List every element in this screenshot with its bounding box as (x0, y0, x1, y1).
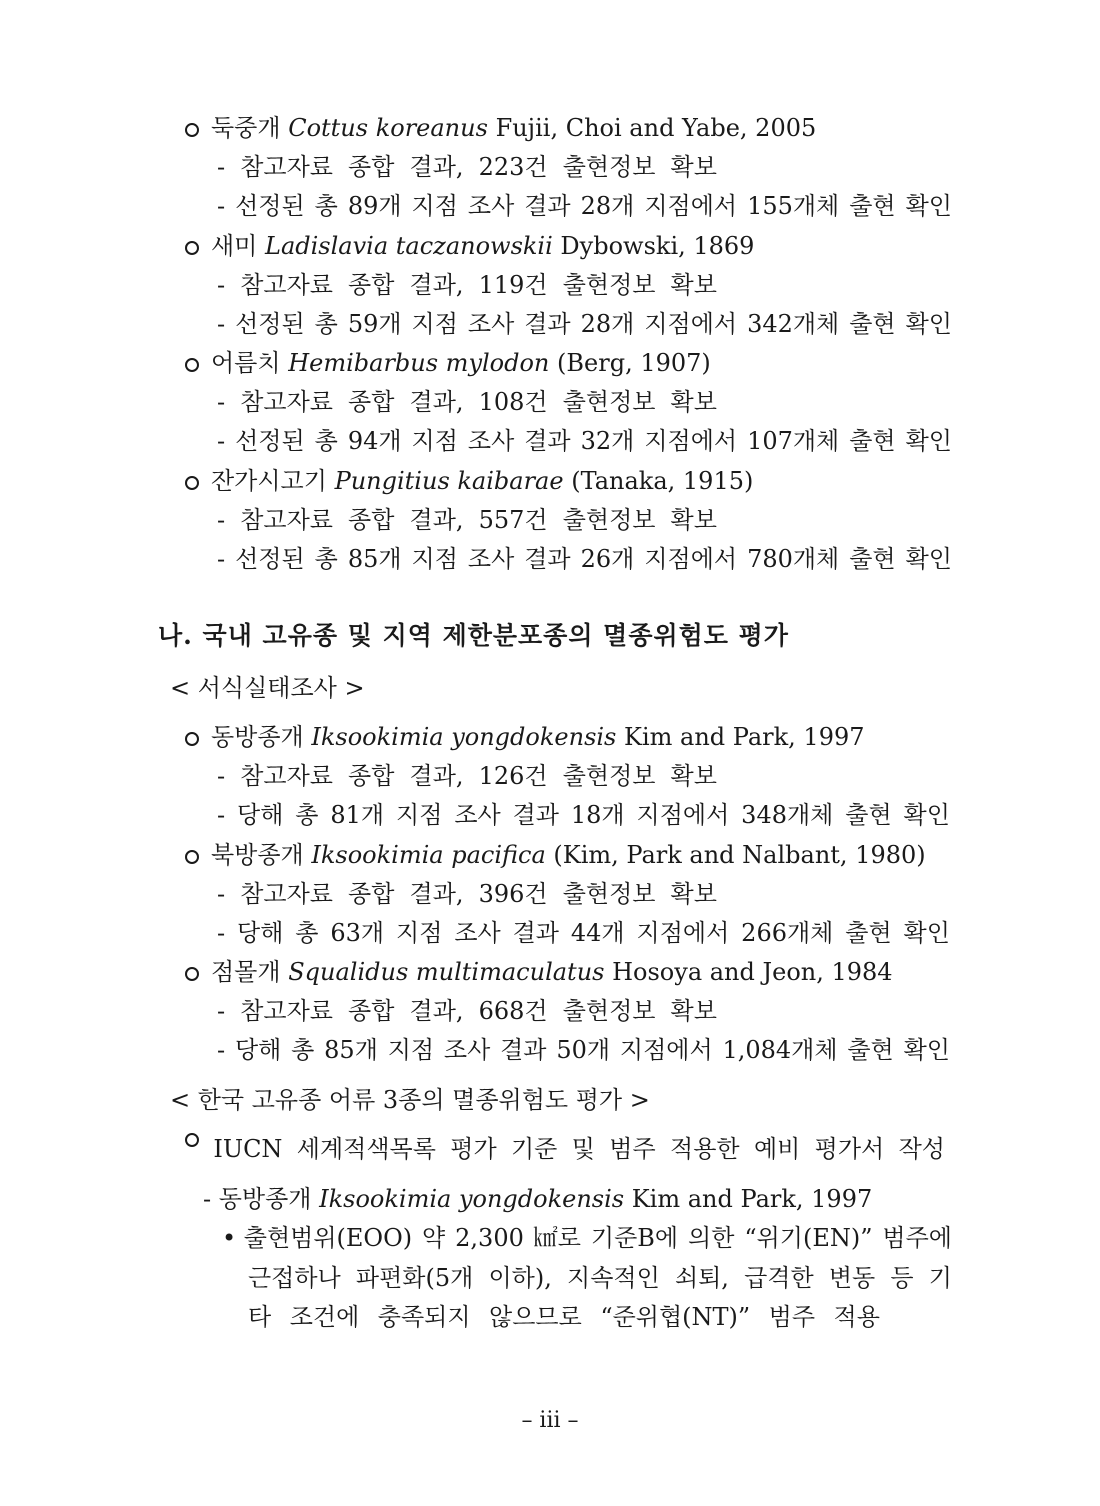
word: - (217, 762, 226, 790)
species-heading (185, 721, 945, 753)
word: 780개체 (747, 544, 840, 573)
species-heading (185, 956, 945, 988)
species-heading (185, 839, 945, 871)
species-author: Hosoya and Jeon, 1984 (612, 958, 893, 986)
word: 확인 (905, 309, 952, 338)
word: 당해 (237, 918, 284, 947)
word: 확보 (670, 879, 717, 908)
word: 18개 (570, 801, 625, 829)
circle-bullet-icon (185, 241, 199, 255)
word: 종합 (348, 762, 395, 790)
species-korean-name: 점몰개 (211, 958, 281, 986)
word: 119건 (478, 270, 548, 299)
assessment-line (222, 1222, 952, 1254)
species-scientific-name: Iksookimia yongdokensis (311, 723, 617, 751)
word: 총 (314, 544, 338, 573)
word: 85개 (347, 544, 402, 573)
word: 63개 (330, 918, 385, 947)
word: 선정된 (235, 427, 305, 455)
word: 파편화(5개 (355, 1264, 474, 1292)
word: 107개체 (747, 427, 840, 455)
word: 59개 (347, 309, 402, 338)
word: 참고자료 (240, 505, 333, 534)
word: - (217, 309, 226, 338)
word: 종합 (348, 388, 395, 416)
word: 결과, (409, 505, 464, 534)
circle-bullet-icon (185, 123, 199, 137)
word: 참고자료 (240, 762, 333, 790)
word: 변동 (828, 1264, 876, 1292)
word: 지점에서 (644, 309, 738, 338)
circle-bullet-icon (185, 358, 199, 372)
page-number: – iii – (521, 1408, 579, 1433)
species-scientific-name: Ladislavia taczanowskii (265, 231, 553, 260)
survey-line (217, 308, 952, 340)
survey-line (217, 190, 952, 222)
word: 44개 (570, 918, 625, 947)
word: 종합 (348, 153, 395, 181)
word: 결과, (409, 879, 464, 908)
word: 2,300 (455, 1224, 524, 1252)
word: 참고자료 (240, 153, 333, 181)
species-heading (185, 465, 945, 497)
word: 지점 (396, 801, 443, 829)
word: - (217, 918, 226, 947)
word: 지점 (411, 544, 458, 573)
word: 출현정보 (562, 153, 656, 181)
word: 당해 (237, 801, 284, 829)
survey-line (217, 543, 952, 575)
word: 557건 (478, 505, 548, 534)
word: - (217, 1036, 226, 1064)
word: 출현 (849, 427, 896, 455)
word: 396건 (478, 879, 548, 908)
reference-line (217, 504, 717, 536)
word: 의한 (688, 1224, 735, 1252)
word: 지점 (387, 1036, 435, 1064)
word: 확인 (903, 1036, 950, 1064)
word: 108건 (478, 388, 548, 416)
word: 선정된 (235, 192, 305, 220)
word: 참고자료 (240, 388, 333, 416)
word: 범주에 (882, 1224, 952, 1252)
word: 26개 (580, 544, 635, 573)
word: 조사 (454, 801, 501, 829)
species-heading (185, 347, 945, 379)
word: 종합 (348, 270, 395, 299)
word: 확보 (670, 762, 717, 790)
word: 조사 (443, 1036, 491, 1064)
word: 결과, (409, 153, 464, 181)
word: 결과, (409, 997, 464, 1025)
section-heading: 나. 국내 고유종 및 지역 제한분포종의 멸종위험도 평가 (158, 621, 789, 650)
word: 총 (314, 427, 338, 455)
word: 확보 (670, 997, 717, 1025)
species-author: Fujii, Choi and Yabe, 2005 (495, 114, 817, 142)
word: 지점에서 (644, 192, 738, 220)
reference-line (217, 269, 717, 301)
word: 결과, (409, 270, 464, 299)
word: IUCN (213, 1135, 283, 1163)
word: 266개체 (741, 918, 834, 947)
word: 확인 (903, 801, 950, 829)
word: 작성 (898, 1135, 945, 1163)
word: 94개 (347, 427, 402, 455)
word: 않으므로 (489, 1303, 582, 1331)
word: 조사 (467, 427, 515, 455)
word: 등 (890, 1264, 914, 1292)
word: 결과 (524, 544, 571, 573)
assessment-line (248, 1301, 880, 1333)
word: 지점에서 (636, 918, 730, 947)
reference-line (217, 760, 717, 792)
species-scientific-name: Hemibarbus mylodon (288, 349, 550, 377)
word: 약 (422, 1224, 446, 1252)
word: - (217, 801, 226, 829)
assessment-species-line (203, 1183, 872, 1215)
word: 총 (314, 192, 338, 220)
word: 지점 (411, 427, 458, 455)
word: 348개체 (741, 801, 834, 829)
word: 확인 (905, 544, 952, 573)
word: 28개 (580, 309, 635, 338)
word: - (217, 879, 226, 908)
word: 출현정보 (562, 270, 656, 299)
word: 확보 (670, 270, 717, 299)
word: 지점에서 (636, 801, 730, 829)
survey-line (217, 917, 950, 949)
word: - (217, 544, 226, 573)
word: 급격한 (744, 1264, 814, 1292)
word: 조사 (467, 192, 515, 220)
word: 선정된 (235, 544, 305, 573)
word: “위기(EN)” (744, 1224, 873, 1252)
word: 총 (295, 801, 319, 829)
word: 50개 (556, 1036, 611, 1064)
circle-bullet-icon (185, 967, 199, 981)
survey-line (217, 799, 950, 831)
word: 85개 (324, 1036, 378, 1064)
word: 평가 (450, 1135, 497, 1163)
circle-bullet-icon (185, 850, 199, 864)
reference-line (217, 151, 717, 183)
word: 적용 (833, 1303, 880, 1331)
word: 세계적색목록 (296, 1135, 436, 1163)
word: 81개 (330, 801, 385, 829)
word: 근접하나 (248, 1264, 341, 1292)
word: • 출현범위(EOO) (222, 1224, 413, 1252)
subsection-heading-2: < 한국 고유종 어류 3종의 멸종위험도 평가 > (170, 1086, 650, 1114)
word: 평가서 (814, 1135, 885, 1163)
word: 이하), (488, 1264, 552, 1292)
assessment-line (248, 1262, 952, 1294)
species-scientific-name: Iksookimia pacifica (311, 840, 546, 869)
word: 타 (248, 1303, 272, 1331)
species-scientific-name: Squalidus multimaculatus (288, 958, 605, 986)
word: 결과, (409, 762, 464, 790)
assessment-species-korean: - 동방종개 (203, 1185, 312, 1213)
word: 기준 (511, 1135, 558, 1163)
word: 충족되지 (377, 1303, 471, 1331)
word: 지점 (411, 192, 458, 220)
word: 출현정보 (562, 505, 656, 534)
word: 확인 (903, 918, 950, 947)
word: 지점에서 (644, 427, 738, 455)
word: - (217, 270, 226, 299)
word: 적용한 (670, 1135, 740, 1163)
species-scientific-name: Cottus koreanus (288, 114, 488, 142)
word: ㎢로 (533, 1224, 581, 1252)
species-korean-name: 새미 (211, 231, 258, 260)
word: 출현정보 (562, 762, 656, 790)
word: 출현 (849, 309, 896, 338)
word: - (217, 505, 226, 534)
word: “준위협(NT)” (600, 1303, 751, 1331)
word: 조건에 (289, 1303, 360, 1331)
word: 출현 (845, 918, 892, 947)
reference-line (217, 386, 717, 418)
word: 668건 (478, 997, 548, 1025)
species-author: Dybowski, 1869 (560, 231, 755, 260)
word: 지점에서 (644, 544, 738, 573)
species-author: Kim and Park, 1997 (624, 723, 865, 751)
word: 결과 (524, 192, 571, 220)
word: 결과 (524, 427, 571, 455)
species-author: (Berg, 1907) (557, 349, 711, 377)
word: 총 (291, 1036, 315, 1064)
word: 342개체 (747, 309, 840, 338)
subsection-heading: < 서식실태조사 > (170, 674, 365, 702)
word: 출현 (847, 1036, 894, 1064)
word: 쇠퇴, (674, 1264, 729, 1292)
word: 조사 (467, 309, 515, 338)
word: 총 (314, 309, 338, 338)
word: 결과 (524, 309, 571, 338)
species-heading (185, 112, 945, 144)
word: 지점 (411, 309, 458, 338)
word: 총 (295, 918, 319, 947)
word: - (217, 388, 226, 416)
word: 참고자료 (240, 270, 333, 299)
word: 결과, (409, 388, 464, 416)
word: 종합 (348, 879, 395, 908)
word: 89개 (347, 192, 402, 220)
word: - (217, 192, 226, 220)
assessment-species-scientific: Iksookimia yongdokensis (319, 1185, 625, 1213)
word: 출현 (845, 801, 892, 829)
species-heading (185, 230, 945, 262)
word: 출현 (849, 192, 896, 220)
species-korean-name: 잔가시고기 (211, 466, 327, 495)
word: 결과 (512, 801, 559, 829)
species-korean-name: 둑중개 (211, 114, 281, 142)
circle-bullet-icon (185, 1133, 199, 1147)
reference-line (217, 878, 717, 910)
word: 출현정보 (562, 388, 656, 416)
circle-bullet-icon (185, 732, 199, 746)
word: 확인 (905, 192, 952, 220)
word: 126건 (478, 762, 548, 790)
word: 28개 (580, 192, 635, 220)
species-korean-name: 어름치 (211, 349, 281, 377)
assessment-species-author: Kim and Park, 1997 (631, 1185, 873, 1213)
word: 출현정보 (562, 997, 656, 1025)
species-author: (Tanaka, 1915) (571, 466, 754, 495)
word: 출현 (849, 544, 896, 573)
word: 참고자료 (240, 879, 333, 908)
word: 종합 (348, 505, 395, 534)
word: 223건 (478, 153, 548, 181)
word: 기 (928, 1264, 952, 1292)
species-korean-name: 북방종개 (211, 840, 304, 869)
word: 참고자료 (240, 997, 333, 1025)
word: 기준B에 (590, 1224, 679, 1252)
word: 종합 (348, 997, 395, 1025)
word: 예비 (753, 1135, 801, 1163)
reference-line (217, 995, 717, 1027)
word: 확인 (905, 427, 952, 455)
word: 조사 (467, 544, 515, 573)
species-scientific-name: Pungitius kaibarae (334, 466, 564, 495)
word: 확보 (670, 388, 717, 416)
word: 및 (571, 1135, 595, 1163)
word: - (217, 153, 226, 181)
word: 32개 (580, 427, 635, 455)
word: 확보 (670, 153, 717, 181)
word: 155개체 (747, 192, 840, 220)
word: 지점에서 (619, 1036, 713, 1064)
word: 지점 (396, 918, 443, 947)
word: 결과 (500, 1036, 547, 1064)
word: 조사 (454, 918, 501, 947)
word: 출현정보 (562, 879, 656, 908)
word: 범주 (609, 1135, 656, 1163)
survey-line (217, 1034, 950, 1066)
circle-bullet-icon (185, 476, 199, 490)
word: - (217, 427, 226, 455)
word: 결과 (512, 918, 559, 947)
word: - (217, 997, 226, 1025)
survey-line (217, 425, 952, 457)
word: 범주 (768, 1303, 816, 1331)
word: 선정된 (235, 309, 305, 338)
word: 1,084개체 (722, 1036, 838, 1064)
word: 당해 (234, 1036, 282, 1064)
species-korean-name: 동방종개 (211, 723, 304, 751)
word: 지속적인 (567, 1264, 660, 1292)
species-author: (Kim, Park and Nalbant, 1980) (553, 840, 926, 869)
iucn-line (185, 1133, 945, 1165)
word: 확보 (670, 505, 717, 534)
